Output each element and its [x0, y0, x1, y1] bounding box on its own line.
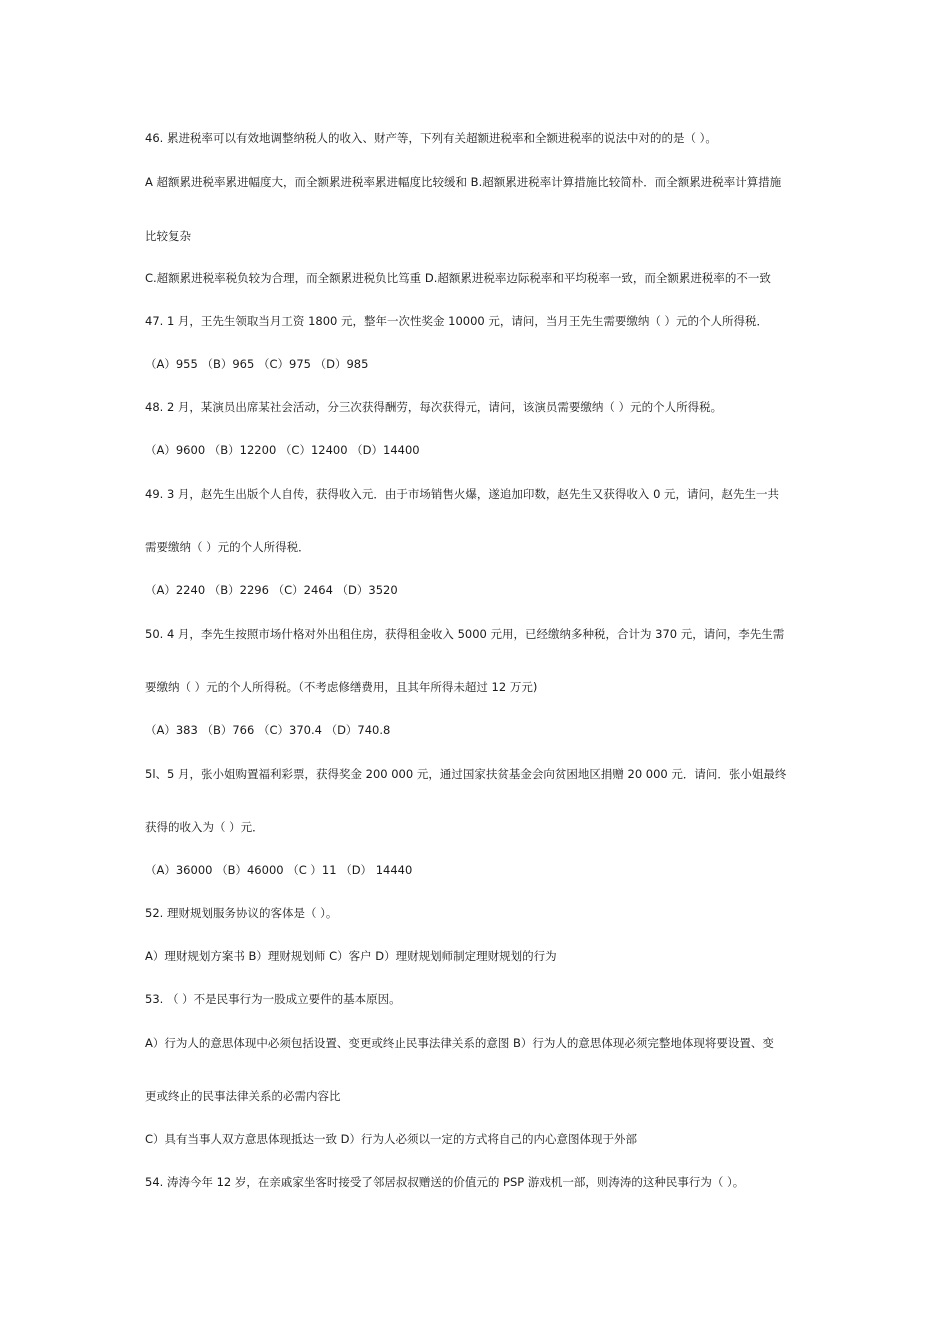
- question-53-text: 53. （ ）不是民事行为一股成立要件的基本原因。: [145, 992, 401, 1006]
- question-47-options: （A）955 （B）965 （C）975 （D）985: [145, 357, 369, 371]
- question-53-options-line-3: C）具有当事人双方意思体现抵达一致 D）行为人必须以一定的方式将自己的内心意图体现于外部: [145, 1132, 638, 1146]
- question-51-text-line-1: 5l、5 月，张小姐购置福利彩票，获得奖金 200 000 元，通过国家扶贫基金会向贫困地区捐赠 20 000 元．请问．张小姐最终: [145, 767, 787, 781]
- question-50-options: （A）383 （B）766 （C）370.4 （D）740.8: [145, 723, 391, 737]
- question-49-options: （A）2240 （B）2296 （C）2464 （D）3520: [145, 583, 398, 597]
- question-50-text-line-2: 要缴纳（ ）元的个人所得税。（不考虑修缮费用，且其年所得未超过 12 万元): [145, 680, 538, 694]
- question-46-options-line-2: 比较复杂: [145, 229, 191, 243]
- question-46-options-line-3: C.超额累进税率税负较为合理，而全额累进税负比笃重 D.超额累进税率边际税率和平均税率一致，而全额累进税率的不一致: [145, 271, 771, 285]
- question-48-text: 48. 2 月，某演员出席某社会活动，分三次获得酬劳，每次获得元，请问，该演员需要缴纳（ ）元的个人所得税。: [145, 400, 723, 414]
- question-53-options-line-1: A）行为人的意思体现中必须包括设置、变更或终止民事法律关系的意图 B）行为人的意思体现必须完整地体现将要设置、变: [145, 1036, 774, 1050]
- question-48-options: （A）9600 （B）12200 （C）12400 （D）14400: [145, 443, 420, 457]
- question-51-text-line-2: 获得的收入为（ ）元．: [145, 820, 264, 834]
- question-50-text-line-1: 50. 4 月，李先生按照市场什格对外出租住房，获得租金收入 5000 元用，已经缴纳多种税，合计为 370 元，请问，李先生需: [145, 627, 785, 641]
- question-46-text: 46. 累进税率可以有效地调整纳税人的收入、财产等，下列有关超额进税率和全额进税率的说法中对的的是（ ）。: [145, 131, 717, 145]
- question-46-options-line-1: A 超额累进税率累进幅度大，而全额累进税率累进幅度比较缓和 B.超额累进税率计算措施比较简朴．而全额累进税率计算措施: [145, 175, 782, 189]
- question-49-text-line-1: 49. 3 月，赵先生出版个人自传，获得收入元．由于市场销售火爆，遂追加印数，赵先生又获得收入 0 元，请问，赵先生一共: [145, 487, 780, 501]
- question-54-text: 54. 涛涛今年 12 岁，在亲戚家坐客时接受了邻居叔叔赠送的价值元的 PSP 游戏机一部，则涛涛的这种民事行为（ ）。: [145, 1175, 745, 1189]
- question-52-text: 52. 理财规划服务协议的客体是（ ）。: [145, 906, 338, 920]
- question-52-options: A）理财规划方案书 B）理财规划师 C）客户 D）理财规划师制定理财规划的行为: [145, 949, 557, 963]
- question-51-options: （A）36000 （B）46000 （C ）11 （D） 14440: [145, 863, 413, 877]
- question-49-text-line-2: 需要缴纳（ ）元的个人所得税．: [145, 540, 310, 554]
- question-53-options-line-2: 更或终止的民事法律关系的必需内容比: [145, 1089, 341, 1103]
- question-47-text: 47. 1 月，王先生领取当月工资 1800 元，整年一次性奖金 10000 元，请问，当月王先生需要缴纳（ ）元的个人所得税．: [145, 314, 769, 328]
